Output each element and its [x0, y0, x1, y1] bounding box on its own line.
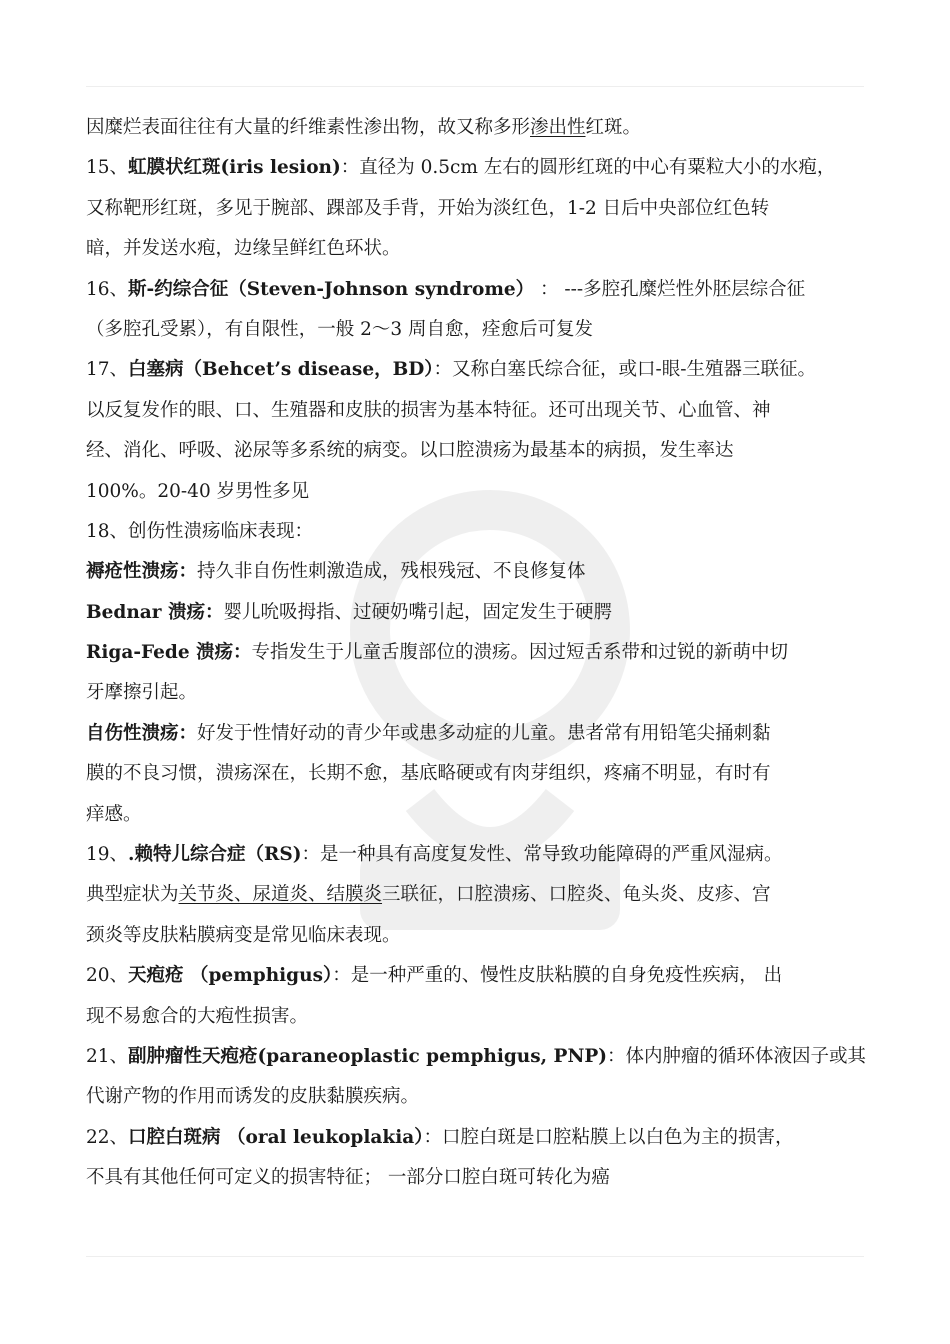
header-rule	[86, 86, 864, 87]
text-run: 持久非自伤性刺激造成，残根残冠、不良修复体	[197, 561, 586, 583]
term-heading: .赖特儿综合症（RS)	[128, 844, 302, 866]
text-run: ： ---多腔孔糜烂性外胚层综合征	[534, 278, 806, 300]
text-line	[86, 148, 876, 188]
text-run: 21、	[86, 1045, 129, 1067]
text-run: 18、创伤性溃疡临床表现：	[86, 520, 314, 542]
text-line	[86, 1077, 876, 1117]
text-run: 不具有其他任何可定义的损害特征； 一部分口腔白斑可转化为癌	[86, 1167, 610, 1189]
text-run: 以反复发作的眼、口、生殖器和皮肤的损害为基本特征。还可出现关节、心血管、神	[86, 399, 771, 421]
text-line	[86, 512, 876, 552]
text-line	[86, 391, 876, 431]
text-run: ：是一种具有高度复发性、常导致功能障碍的严重风湿病。	[301, 844, 783, 866]
term-heading: 斯-约综合征（Steven-Johnson syndrome）	[128, 278, 535, 300]
text-run: 牙摩擦引起。	[86, 682, 198, 704]
text-run: 暗，并发送水疱，边缘呈鲜红色环状。	[86, 238, 401, 260]
term-heading: 自伤性溃疡：	[86, 722, 198, 744]
term-heading: Bednar 溃疡：	[86, 601, 224, 623]
term-heading: 天疱疮 （pemphigus）	[128, 965, 333, 987]
text-run: （多腔孔受累），有自限性，一般 2～3 周自愈，痊愈后可复发	[86, 318, 594, 340]
text-line	[86, 310, 876, 350]
underlined-text: 关节炎、尿道炎、结膜炎	[178, 884, 383, 906]
text-line	[86, 1037, 876, 1077]
text-run: 经、消化、呼吸、泌尿等多系统的病变。以口腔溃疡为最基本的病损，发生率达	[86, 440, 734, 462]
text-line	[86, 835, 876, 875]
term-heading: 口腔白斑病 （oral leukoplakia）	[128, 1126, 424, 1148]
document-body	[86, 108, 876, 1199]
text-line	[86, 350, 876, 390]
text-line	[86, 795, 876, 835]
term-heading: 白塞病（Behcet’s disease，BD）	[128, 359, 434, 381]
text-run: 颈炎等皮肤粘膜病变是常见临床表现。	[86, 924, 401, 946]
text-run: 红斑。	[585, 117, 642, 138]
text-line	[86, 270, 876, 310]
text-line	[86, 1118, 876, 1158]
text-run: 因糜烂表面往往有大量的纤维素性渗出物，故又称多形	[86, 117, 531, 138]
text-run: ：体内肿瘤的循环体液因子或其	[607, 1045, 867, 1067]
text-run: 膜的不良习惯，溃疡深在，长期不愈，基底略硬或有肉芽组织，疼痛不明显，有时有	[86, 763, 771, 785]
text-run: 代谢产物的作用而诱发的皮肤黏膜疾病。	[86, 1086, 420, 1108]
text-run: 痒感。	[86, 803, 142, 825]
text-run: 现不易愈合的大疱性损害。	[86, 1005, 309, 1027]
term-heading: Riga-Fede 溃疡：	[86, 642, 252, 664]
text-run: 20、	[86, 965, 129, 987]
text-run: 又称靶形红斑，多见于腕部、踝部及手背，开始为淡红色，1-2 日后中央部位红色转	[86, 197, 770, 219]
text-line	[86, 956, 876, 996]
text-run: ：直径为 0.5cm 左右的圆形红斑的中心有粟粒大小的水疱，	[340, 157, 836, 179]
text-run: 专指发生于儿童舌腹部位的溃疡。因过短舌系带和过锐的新萌中切	[251, 642, 789, 664]
text-run: 三联征，口腔溃疡、口腔炎、龟头炎、皮疹、宫	[382, 884, 771, 906]
text-line	[86, 714, 876, 754]
text-run: 典型症状为	[86, 884, 179, 906]
text-line	[86, 189, 876, 229]
text-line	[86, 431, 876, 471]
text-line	[86, 472, 876, 512]
text-run: 好发于性情好动的青少年或患多动症的儿童。患者常有用铅笔尖捅刺黏	[197, 722, 771, 744]
text-line	[86, 875, 876, 915]
text-run: 婴儿吮吸拇指、过硬奶嘴引起，固定发生于硬腭	[223, 601, 612, 623]
text-run: 15、	[86, 157, 129, 179]
text-line	[86, 633, 876, 673]
term-heading: 褥疮性溃疡：	[86, 561, 198, 583]
text-run: 17、	[86, 359, 129, 381]
text-line	[86, 916, 876, 956]
text-run: 22、	[86, 1126, 129, 1148]
text-line	[86, 108, 876, 148]
text-line	[86, 593, 876, 633]
text-run: 19、	[86, 844, 129, 866]
text-line	[86, 1158, 876, 1198]
text-run: 16、	[86, 278, 129, 300]
term-heading: 虹膜状红斑(iris lesion)	[128, 157, 341, 179]
footer-rule	[86, 1256, 864, 1257]
text-run: ：口腔白斑是口腔粘膜上以白色为主的损害，	[423, 1126, 794, 1148]
text-line	[86, 552, 876, 592]
text-line	[86, 673, 876, 713]
text-line	[86, 754, 876, 794]
text-line	[86, 997, 876, 1037]
underlined-text: 渗出性	[530, 117, 586, 138]
text-run: ：是一种严重的、慢性皮肤粘膜的自身免疫性疾病， 出	[332, 965, 783, 987]
text-line	[86, 229, 876, 269]
text-run: 100%。20-40 岁男性多见	[86, 480, 310, 502]
term-heading: 副肿瘤性天疱疮(paraneoplastic pemphigus, PNP)	[128, 1045, 608, 1067]
text-run: ：又称白塞氏综合征，或口-眼-生殖器三联征。	[433, 359, 817, 381]
